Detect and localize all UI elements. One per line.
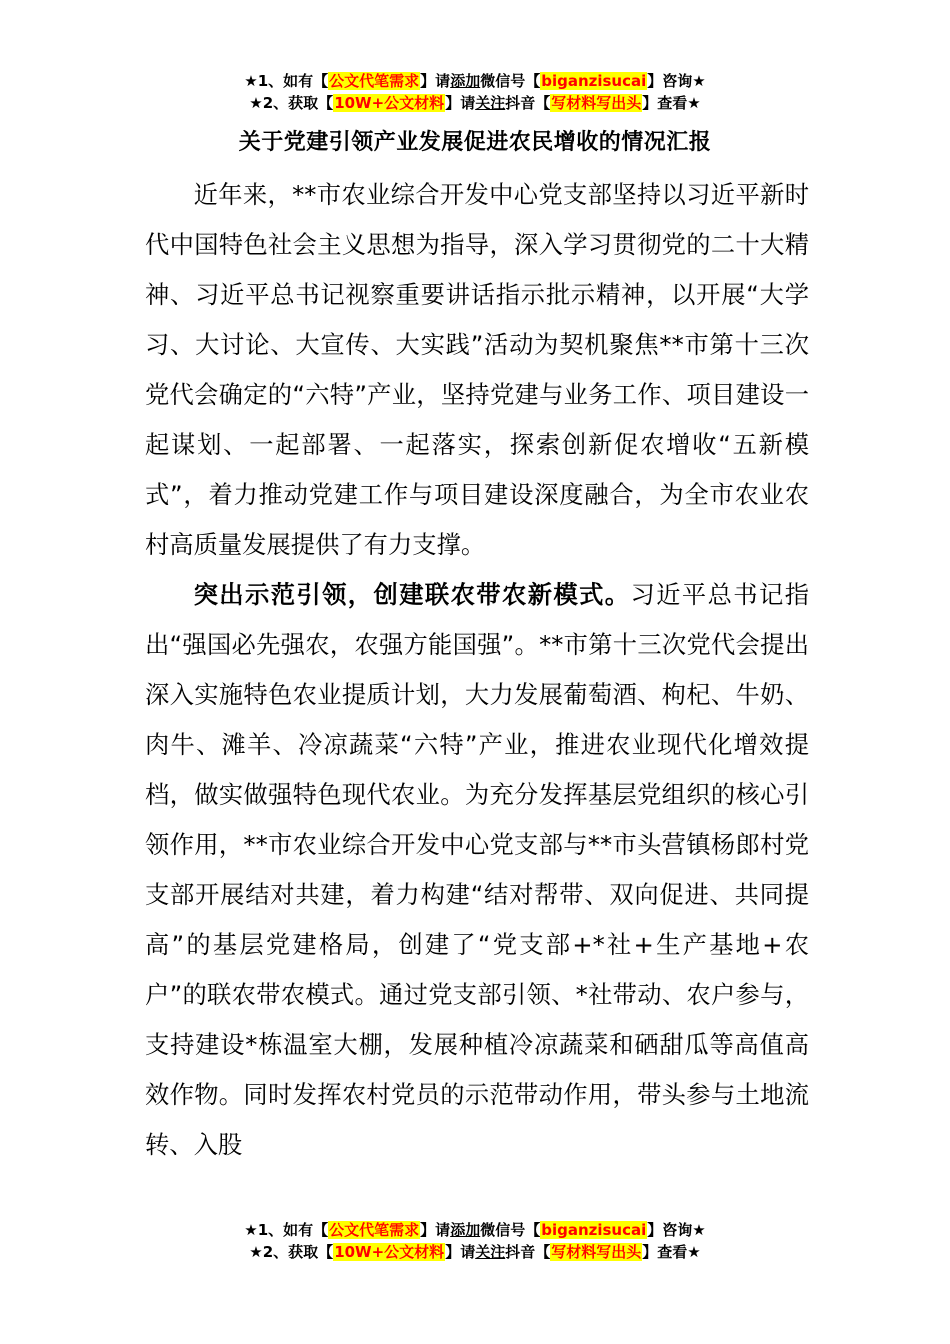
promo-text: ★1、如有【 bbox=[244, 72, 329, 90]
promo-highlight: 写材料写出头 bbox=[551, 1243, 642, 1261]
promo-text: 】请 bbox=[445, 94, 476, 112]
promo-text: 抖音【 bbox=[505, 94, 551, 112]
paragraph-section-1 bbox=[145, 570, 809, 1170]
promo-text: 】请 bbox=[420, 1221, 451, 1239]
paragraph-intro: 近年来，**市农业综合开发中心党支部坚持以习近平新时代中国特色社会主义思想为指导，深入学习贯彻党的二十大精神、习近平总书记视察重要讲话指示批示精神，以开展“大学习、大讨论、大宣传、大实践”活动为契机聚焦**市第十三次党代会确定的“六特”产业，坚持党建与业务工作、项目建设一起谋划、一起部署、一起落实，探索创新促农增收“五新模式”，着力推动党建工作与项目建设深度融合，为全市农业农村高质量发展提供了有力支撑。 bbox=[145, 180, 809, 559]
promo-underline: 关注 bbox=[475, 1243, 506, 1261]
bottom-promo-banner bbox=[0, 1219, 950, 1263]
promo-text: 微信号【 bbox=[480, 72, 541, 90]
document-title: 关于党建引领产业发展促进农民增收的情况汇报 bbox=[238, 130, 712, 155]
promo-text: 】请 bbox=[420, 72, 451, 90]
promo-highlight: 公文代笔需求 bbox=[329, 1221, 420, 1239]
promo-text: ★2、获取【 bbox=[249, 94, 334, 112]
promo-text: ★2、获取【 bbox=[249, 1243, 334, 1261]
promo-text: 微信号【 bbox=[480, 1221, 541, 1239]
promo-text: 】咨询★ bbox=[647, 1221, 706, 1239]
promo-highlight: 写材料写出头 bbox=[551, 94, 642, 112]
promo-highlight: biganzisucai bbox=[541, 1221, 647, 1239]
promo-text: 】查看★ bbox=[642, 94, 701, 112]
promo-highlight: 10W+公文材料 bbox=[334, 94, 445, 112]
promo-underline: 添加 bbox=[450, 1221, 481, 1239]
promo-text: 】咨询★ bbox=[647, 72, 706, 90]
promo-line-1 bbox=[0, 70, 950, 92]
promo-highlight: 公文代笔需求 bbox=[329, 72, 420, 90]
promo-line-2 bbox=[0, 1241, 950, 1263]
promo-highlight: biganzisucai bbox=[541, 72, 647, 90]
section-heading: 突出示范引领，创建联农带农新模式。 bbox=[193, 580, 631, 609]
promo-line-1 bbox=[0, 1219, 950, 1241]
top-promo-banner bbox=[0, 70, 950, 114]
section-text: 习近平总书记指出“强国必先强农，农强方能国强”。**市第十三次党代会提出深入实施特色农业提质计划，大力发展葡萄酒、枸杞、牛奶、肉牛、滩羊、冷凉蔬菜“六特”产业，推进农业现代化增效提档，做实做强特色现代农业。为充分发挥基层党组织的核心引领作用，**市农业综合开发中心党支部与**市头营镇杨郎村党支部开展结对共建，着力构建“结对帮带、双向促进、共同提高”的基层党建格局，创建了“党支部+*社+生产基地+农户”的联农带农模式。通过党支部引领、*社带动、农户参与，支持建设*栋温室大棚，发展种植冷凉蔬菜和硒甜瓜等高值高效作物。同时发挥农村党员的示范带动作用，带头参与土地流转、入股 bbox=[145, 580, 809, 1159]
promo-text: 】请 bbox=[445, 1243, 476, 1261]
promo-text: 】查看★ bbox=[642, 1243, 701, 1261]
promo-line-2 bbox=[0, 92, 950, 114]
promo-text: 抖音【 bbox=[505, 1243, 551, 1261]
promo-underline: 关注 bbox=[475, 94, 506, 112]
document-body bbox=[145, 170, 809, 1170]
promo-highlight: 10W+公文材料 bbox=[334, 1243, 445, 1261]
promo-text: ★1、如有【 bbox=[244, 1221, 329, 1239]
promo-underline: 添加 bbox=[450, 72, 481, 90]
